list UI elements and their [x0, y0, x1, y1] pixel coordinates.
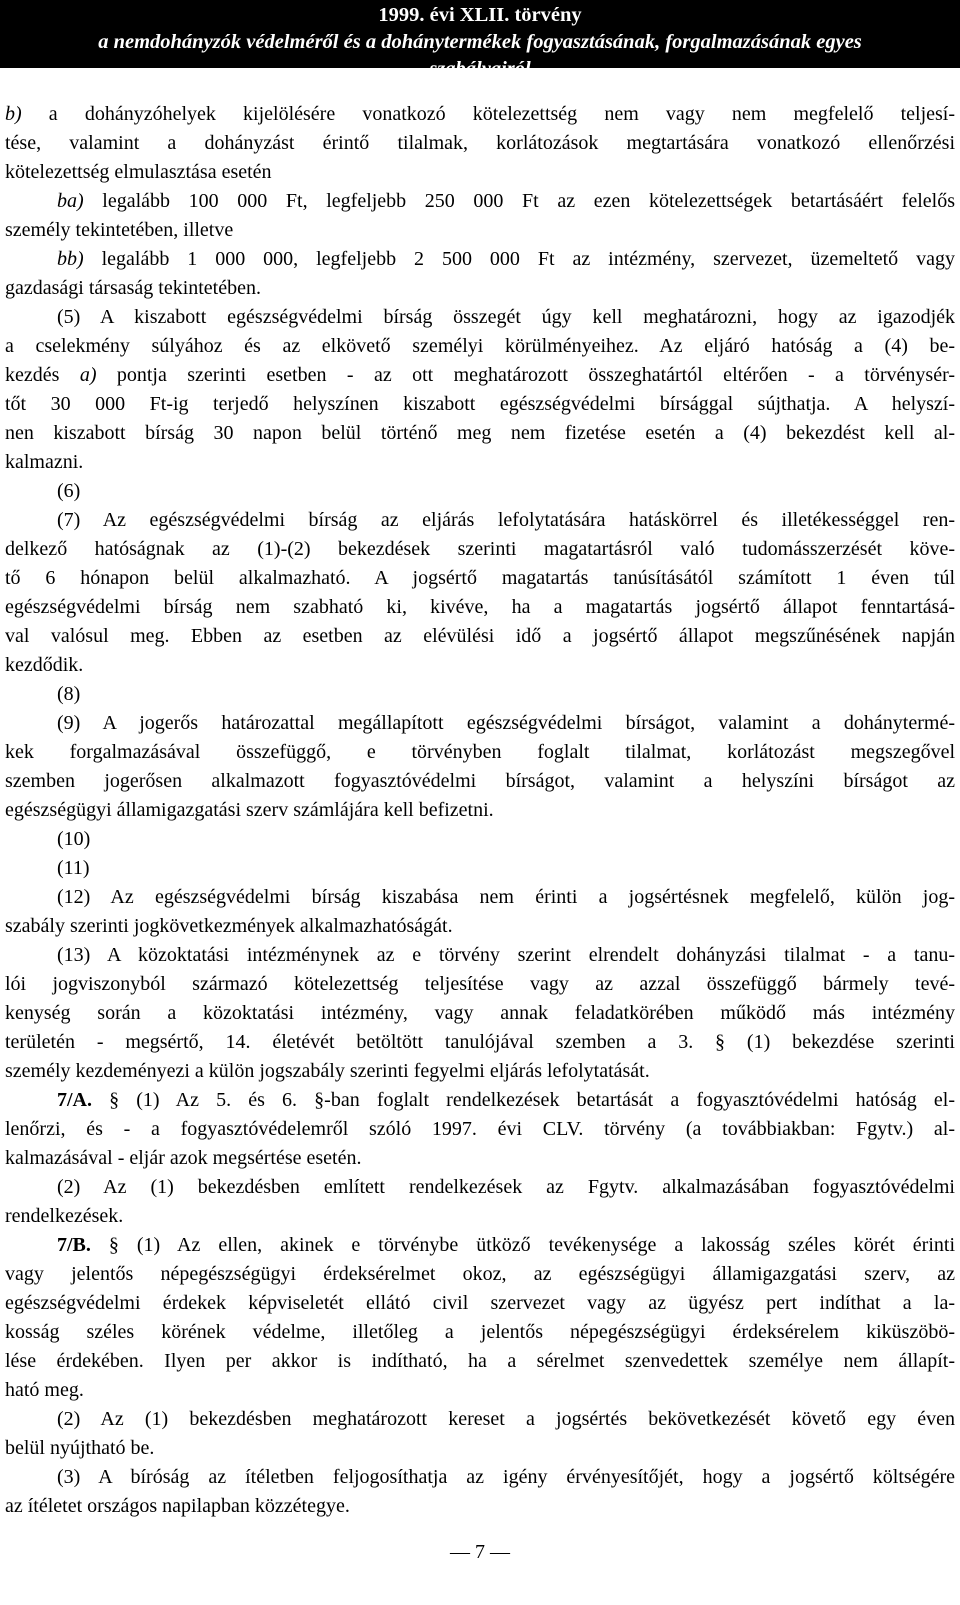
- page-number: — 7 —: [450, 1541, 510, 1563]
- paragraph-p13-line-4: területén - megsértő, 14. életévét betöltött tanulójával szemben a 3. § (1) bekezdése szerinti: [5, 1031, 955, 1053]
- paragraph-p6-line-1: (6): [57, 480, 81, 502]
- paragraph-s7b2-line-2: belül nyújtható be.: [5, 1437, 155, 1459]
- paragraph-p7-line-3: tő 6 hónapon belül alkalmazható. A jogsértő magatartás tanúsításától számított 1 éven túl: [5, 567, 955, 589]
- paragraph-s7b1-line-5: lése érdekében. Ilyen per akkor is indítható, ha a sérelmet szenvedettek személye nem állapít-: [5, 1350, 955, 1372]
- paragraph-p7-line-1: (7) Az egészségvédelmi bírság az eljárás lefolytatására hatáskörrel és illetékességgel ren-: [57, 509, 955, 531]
- paragraph-s7b1-line-2: vagy jelentős népegészségügyi érdeksérelmet okoz, az egészségügyi államigazgatási szerv, az: [5, 1263, 955, 1285]
- paragraph-p7-line-6: kezdődik.: [5, 654, 84, 676]
- paragraph-s7b1-line-3: egészségvédelmi érdekek képviseletét ellátó civil szervezet vagy az ügyész pert indíthat a la-: [5, 1292, 955, 1314]
- page-footer: [0, 1541, 960, 1564]
- paragraph-p9-line-2: kek forgalmazásával összefüggő, e törvényben foglalt tilalmat, korlátozást megszegővel: [5, 741, 955, 763]
- paragraph-p13-line-1: (13) A közoktatási intézménynek az e törvény szerint elrendelt dohányzási tilalmat - a tanu-: [57, 944, 955, 966]
- paragraph-s7b1-line-1: 7/B. § (1) Az ellen, akinek e törvénybe ütköző tevékenysége a lakosság széles körét érinti: [57, 1234, 955, 1256]
- paragraph-p13-line-5: személy kezdeményezi a külön jogszabály szerinti fegyelmi eljárás lefolytatását.: [5, 1060, 650, 1082]
- paragraph-p5-line-4: tőt 30 000 Ft-ig terjedő helyszínen kiszabott egészségvédelmi bírsággal sújthatja. A helyszí-: [5, 393, 955, 415]
- paragraph-p5-line-6: kalmazni.: [5, 451, 84, 473]
- paragraph-s7b3-line-2: az ítéletet országos napilapban közzétegye.: [5, 1495, 350, 1517]
- paragraph-p8-line-1: (8): [57, 683, 81, 705]
- paragraph-bb-line-2: gazdasági társaság tekintetében.: [5, 277, 261, 299]
- paragraph-p10-line-1: (10): [57, 828, 91, 850]
- paragraph-ba-line-2: személy tekintetében, illetve: [5, 219, 234, 241]
- document-header: [0, 0, 960, 80]
- paragraph-ba-line-1: ba) legalább 100 000 Ft, legfeljebb 250 000 Ft az ezen kötelezettségek betartásáért felelős: [57, 190, 955, 212]
- paragraph-s7a2-line-1: (2) Az (1) bekezdésben említett rendelkezések az Fgytv. alkalmazásában fogyasztóvédelmi: [57, 1176, 955, 1198]
- paragraph-p5-line-3: kezdés a) pontja szerinti esetben - az ott meghatározott összeghatártól eltérően - a törvénysér-: [5, 364, 955, 386]
- document-body: [0, 68, 960, 1521]
- law-subtitle-line1: a nemdohányzók védelméről és a dohánytermékek fogyasztásának, forgalmazásának egyes: [98, 31, 862, 53]
- paragraph-p9-line-1: (9) A jogerős határozattal megállapított egészségvédelmi bírságot, valamint a dohánytermé-: [57, 712, 955, 734]
- law-title: 1999. évi XLII. törvény: [378, 4, 582, 26]
- paragraph-s7b3-line-1: (3) A bíróság az ítéletben feljogosíthatja az igény érvényesítőjét, hogy a jogsértő költségére: [57, 1466, 955, 1488]
- paragraph-p12-line-2: szabály szerinti jogkövetkezmények alkalmazhatóságát.: [5, 915, 453, 937]
- paragraph-p5-line-1: (5) A kiszabott egészségvédelmi bírság összegét úgy kell meghatározni, hogy az igazodjék: [57, 306, 955, 328]
- paragraph-s7a1-line-1: 7/A. § (1) Az 5. és 6. §-ban foglalt rendelkezések betartását a fogyasztóvédelmi hatóság el-: [57, 1089, 955, 1111]
- paragraph-s7b1-line-6: ható meg.: [5, 1379, 84, 1401]
- paragraph-p5-line-2: a cselekmény súlyához és az elkövető személyi körülményeihez. Az eljáró hatóság a (4) be-: [5, 335, 955, 357]
- paragraph-p11-line-1: (11): [57, 857, 90, 879]
- paragraph-s7a1-line-2: lenőrzi, és - a fogyasztóvédelemről szóló 1997. évi CLV. törvény (a továbbiakban: Fgytv.) al-: [5, 1118, 955, 1140]
- paragraph-p7-line-2: delkező hatóságnak az (1)-(2) bekezdések szerinti magatartásról való tudomásszerzését köve-: [5, 538, 955, 560]
- paragraph-s7b2-line-1: (2) Az (1) bekezdésben meghatározott kereset a jogsértés bekövetkezését követő egy éven: [57, 1408, 955, 1430]
- paragraph-p7-line-4: egészségvédelmi bírság nem szabható ki, kivéve, ha a magatartás jogsértő állapot fenntartásá-: [5, 596, 955, 618]
- paragraph-p7-line-5: val valósul meg. Ebben az esetben az elévülési idő a jogsértő állapot megszűnésének napján: [5, 625, 955, 647]
- paragraph-s7a2-line-2: rendelkezések.: [5, 1205, 124, 1227]
- paragraph-p12-line-1: (12) Az egészségvédelmi bírság kiszabása nem érinti a jogsértésnek megfelelő, külön jog-: [57, 886, 955, 908]
- paragraph-p13-line-2: lói jogviszonyból származó kötelezettség teljesítése vagy az azzal összefüggő bármely tevé-: [5, 973, 955, 995]
- paragraph-b-line-3: kötelezettség elmulasztása esetén: [5, 161, 272, 183]
- paragraph-p13-line-3: kenység során a közoktatási intézmény, vagy annak feladatkörében működő más intézmény: [5, 1002, 955, 1024]
- paragraph-s7b1-line-4: kosság széles körének védelme, illetőleg a jelentős népegészségügyi érdeksérelem kiküszöbö-: [5, 1321, 955, 1343]
- paragraph-bb-line-1: bb) legalább 1 000 000, legfeljebb 2 500 000 Ft az intézmény, szervezet, üzemeltető vagy: [57, 248, 955, 270]
- paragraph-p5-line-5: nen kiszabott bírság 30 napon belül történő meg nem fizetése esetén a (4) bekezdést kell al-: [5, 422, 955, 444]
- paragraph-b-line-1: b) a dohányzóhelyek kijelölésére vonatkozó kötelezettség nem vagy nem megfelelő teljesí-: [5, 103, 955, 125]
- paragraph-b-line-2: tése, valamint a dohányzást érintő tilalmak, korlátozások megtartására vonatkozó ellenőrzési: [5, 132, 955, 154]
- paragraph-p9-line-4: egészségügyi államigazgatási szerv számlájára kell befizetni.: [5, 799, 494, 821]
- law-subtitle-line2: szabályairól: [429, 58, 531, 80]
- paragraph-p9-line-3: szemben jogerősen alkalmazott fogyasztóvédelmi bírságot, valamint a helyszíni bírságot az: [5, 770, 955, 792]
- paragraph-s7a1-line-3: kalmazásával - eljár azok megsértése esetén.: [5, 1147, 362, 1169]
